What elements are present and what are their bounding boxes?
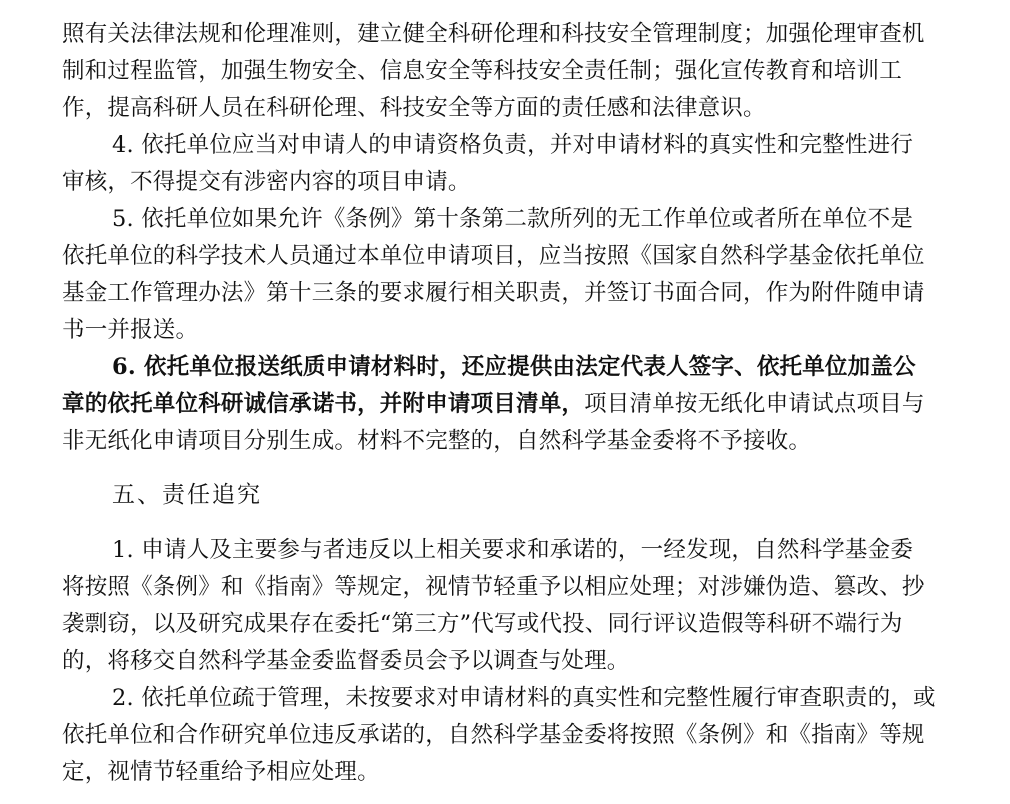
- bold-text: 章的依托单位科研诚信承诺书，并附申请项目清单，: [62, 391, 585, 417]
- paragraph-line: 依托单位和合作研究单位违反承诺的，自然科学基金委将按照《条例》和《指南》等规: [62, 722, 925, 748]
- section-heading: 五、责任追究: [112, 482, 262, 508]
- paragraph-line: 1. 申请人及主要参与者违反以上相关要求和承诺的，一经发现，自然科学基金委: [112, 537, 914, 563]
- paragraph-line: 依托单位的科学技术人员通过本单位申请项目，应当按照《国家自然科学基金依托单位: [62, 243, 925, 269]
- paragraph-line: 5. 依托单位如果允许《条例》第十条第二款所列的无工作单位或者所在单位不是: [112, 206, 914, 232]
- paragraph-line: 2. 依托单位疏于管理，未按要求对申请材料的真实性和完整性履行审查职责的，或: [112, 685, 936, 711]
- paragraph-line: 将按照《条例》和《指南》等规定，视情节轻重予以相应处理；对涉嫌伪造、篡改、抄: [62, 574, 925, 600]
- paragraph-line: 定，视情节轻重给予相应处理。: [62, 759, 380, 785]
- paragraph-line: 照有关法律法规和伦理准则，建立健全科研伦理和科技安全管理制度；加强伦理审查机: [62, 21, 925, 47]
- paragraph-line: 书一并报送。: [62, 317, 199, 343]
- paragraph-line: 制和过程监管，加强生物安全、信息安全等科技安全责任制；强化宣传教育和培训工: [62, 58, 902, 84]
- paragraph-line: 4. 依托单位应当对申请人的申请资格负责，并对申请材料的真实性和完整性进行: [112, 132, 914, 158]
- paragraph-line: 袭剽窃，以及研究成果存在委托“第三方”代写或代投、同行评议造假等科研不端行为: [62, 611, 903, 637]
- paragraph-line-bold: 6. 依托单位报送纸质申请材料时，还应提供由法定代表人签字、依托单位加盖公: [112, 354, 916, 380]
- paragraph-line: 非无纸化申请项目分别生成。材料不完整的，自然科学基金委将不予接收。: [62, 428, 812, 454]
- paragraph-line: 作，提高科研人员在科研伦理、科技安全等方面的责任感和法律意识。: [62, 95, 766, 121]
- paragraph-line: 审核，不得提交有涉密内容的项目申请。: [62, 169, 471, 195]
- normal-text: 项目清单按无纸化申请试点项目与: [584, 391, 925, 417]
- paragraph-line: 的，将移交自然科学基金委监督委员会予以调查与处理。: [62, 648, 630, 674]
- paragraph-line: 基金工作管理办法》第十三条的要求履行相关职责，并签订书面合同，作为附件随申请: [62, 280, 925, 306]
- paragraph-line: [62, 388, 950, 420]
